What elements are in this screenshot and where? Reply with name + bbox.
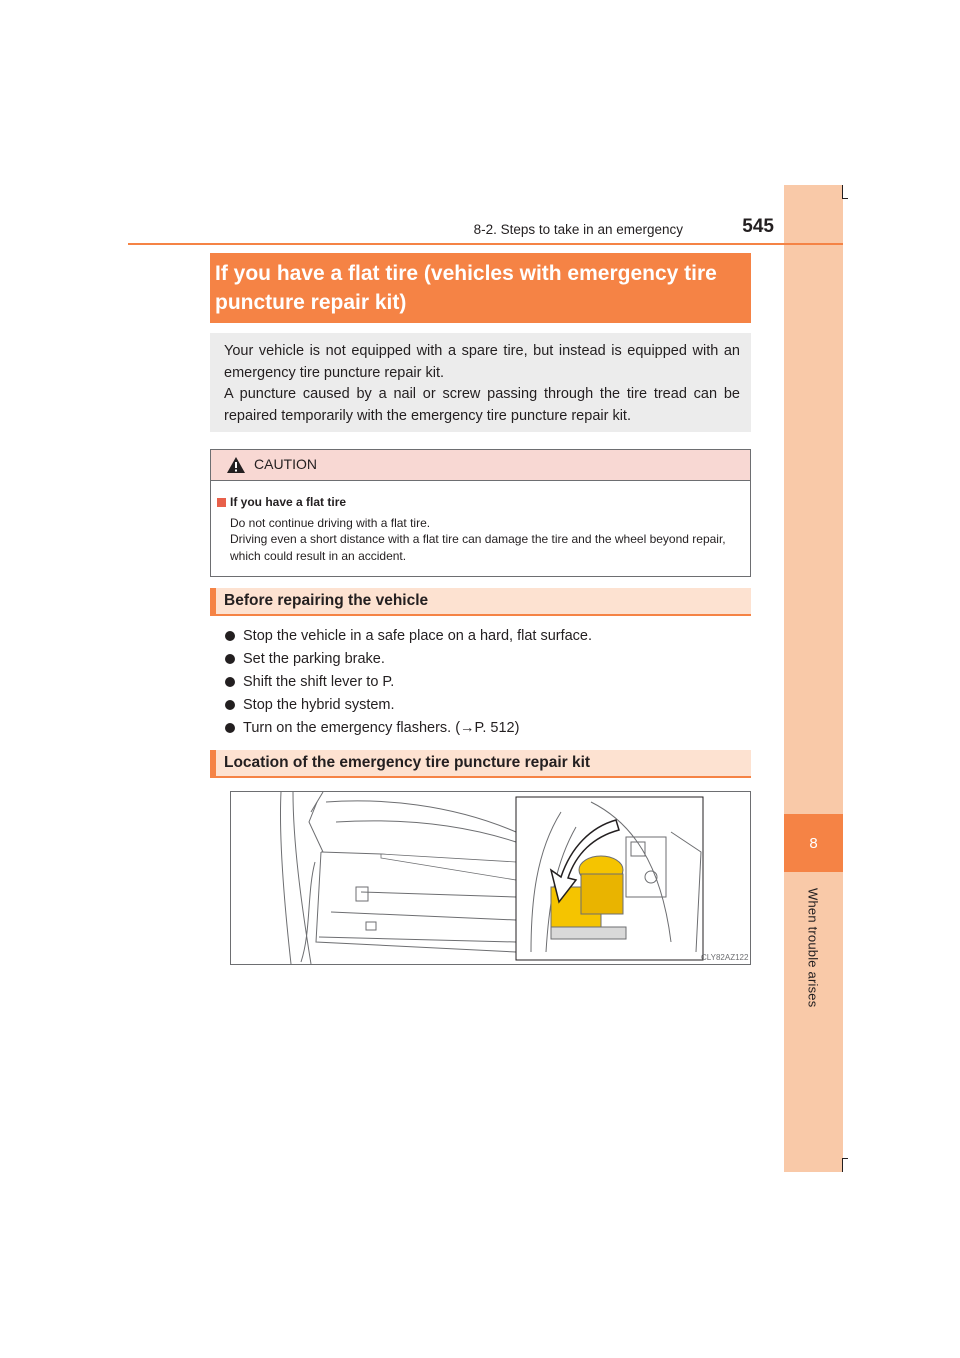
page-title-line-1: If you have a flat tire (vehicles with emergency tire xyxy=(215,262,717,285)
chapter-side-strip xyxy=(784,185,843,1172)
caution-body xyxy=(211,481,750,564)
figure-code: CLY82AZ122 xyxy=(701,953,749,962)
list-item xyxy=(225,670,745,693)
caution-subheading-text: If you have a flat tire xyxy=(230,495,347,509)
square-bullet-icon xyxy=(217,498,226,507)
caution-text xyxy=(217,515,740,565)
list-item xyxy=(225,694,745,717)
list-item-text: Turn on the emergency flashers. (→P. 512) xyxy=(243,720,520,737)
crop-mark-bottom-tick xyxy=(842,1158,848,1159)
trunk-repair-kit-illustration xyxy=(231,792,750,964)
caution-subheading xyxy=(217,494,740,511)
bullet-dot-icon xyxy=(225,700,235,710)
section-accent-bar xyxy=(210,750,216,776)
crop-mark-bottom xyxy=(842,1158,843,1172)
warning-triangle-icon xyxy=(226,456,246,474)
list-item-text: Shift the shift lever to P. xyxy=(243,673,395,690)
caution-header xyxy=(211,450,750,481)
intro-paragraph-1: Your vehicle is not equipped with a spare tire, but instead is equipped with an emergency tire puncture repair kit. xyxy=(224,343,740,381)
page-title xyxy=(210,253,751,323)
section-heading-before-repairing xyxy=(210,588,751,616)
section-heading-text: Location of the emergency tire puncture repair kit xyxy=(224,754,591,771)
bullet-dot-icon xyxy=(225,654,235,664)
list-item-text: Set the parking brake. xyxy=(243,650,385,667)
bullet-dot-icon xyxy=(225,723,235,733)
section-heading-text: Before repairing the vehicle xyxy=(224,592,429,609)
trunk-illustration xyxy=(230,791,751,965)
section-accent-bar xyxy=(210,588,216,614)
crop-mark-top-tick xyxy=(842,198,848,199)
preparation-list xyxy=(225,624,745,740)
chapter-number-tab[interactable]: 8 xyxy=(784,814,843,872)
section-heading-kit-location xyxy=(210,750,751,778)
header-rule xyxy=(128,243,843,245)
crop-mark-top xyxy=(842,185,843,199)
list-item xyxy=(225,624,745,647)
chapter-title-label: When trouble arises xyxy=(805,888,821,1008)
caution-line-2: Driving even a short distance with a flat tire can damage the tire and the wheel beyond repair, which could result in an accident. xyxy=(230,532,726,563)
page-number: 545 xyxy=(742,216,774,237)
page-title-line-2: puncture repair kit) xyxy=(215,291,407,314)
list-item-text: Stop the hybrid system. xyxy=(243,697,395,714)
list-item xyxy=(225,717,745,740)
bullet-dot-icon xyxy=(225,631,235,641)
bullet-dot-icon xyxy=(225,677,235,687)
running-header-section: 8-2. Steps to take in an emergency xyxy=(473,222,683,237)
intro-box xyxy=(210,333,751,432)
caution-label: CAUTION xyxy=(254,456,317,472)
caution-line-1: Do not continue driving with a flat tire. xyxy=(230,515,431,530)
intro-paragraph-2: A puncture caused by a nail or screw passing through the tire tread can be repaired temporarily with the emergency tire puncture repair kit. xyxy=(224,386,740,424)
caution-box xyxy=(210,449,751,577)
list-item-text: Stop the vehicle in a safe place on a hard, flat surface. xyxy=(243,627,593,644)
chapter-title-vertical xyxy=(785,888,841,1018)
list-item xyxy=(225,647,745,670)
